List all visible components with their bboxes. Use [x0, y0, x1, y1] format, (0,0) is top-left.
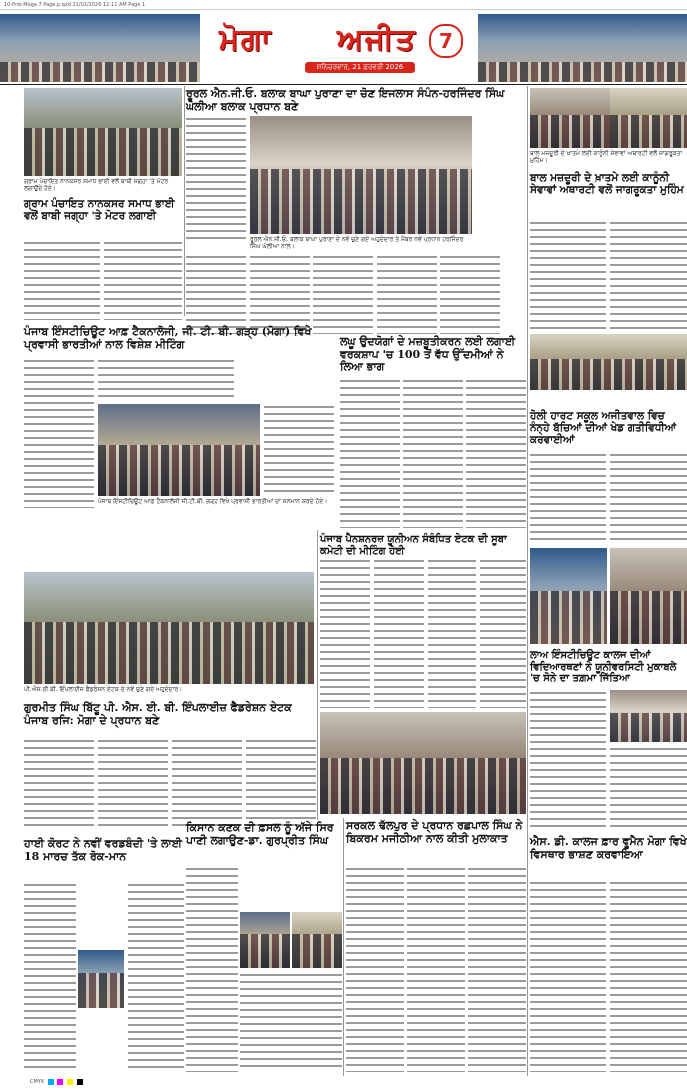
story6-photo-a: [530, 334, 687, 390]
story11-portrait-b: [292, 912, 342, 968]
story1-photo: [250, 116, 472, 234]
column-rule: [184, 86, 185, 316]
story4-body-col1: [24, 358, 94, 508]
story4-body-col2: [98, 358, 168, 402]
story9-headline: ਲਾਅ ਇੰਸਟੀਚਿਊਟ ਕਾਲਜ ਦੀਆਂ ਵਿਦਿਆਰਥਣਾਂ ਨੇ ਯੂਨੀਵਰਸਿਟੀ ਮੁਕਾਬਲੇ 'ਚ ਸੋਨੇ ਦਾ ਤਗ਼ਮਾ ਜਿੱਤਿਆ: [530, 650, 677, 684]
story12-body-col3: [468, 866, 526, 1072]
bottom-strip: [0, 1076, 687, 1089]
story10-portrait: [78, 950, 124, 1008]
story8-photo: [24, 572, 314, 684]
story1-body-col4: [313, 254, 373, 334]
story9-body-col2: [610, 746, 687, 830]
story1-body-col6: [440, 254, 500, 334]
story6-headline: ਹੋਲੀ ਹਾਰਟ ਸਕੂਲ ਅਜੀਤਵਾਲ ਵਿਚ ਨੰਨ੍ਹੇ ਬੱਚਿਆਂ ਦੀਆਂ ਖੇਡ ਗਤੀਵਿਧੀਆਂ ਕਰਵਾਈਆਂ: [530, 410, 677, 447]
story1-headline: ਰੂਰਲ ਐਨ.ਜੀ.ਓ. ਬਲਾਕ ਬਾਘਾ ਪੁਰਾਣਾ ਦਾ ਚੋਣ ਇਜਲਾਸ ਸੰਪੰਨ-ਹਰਜਿੰਦਰ ਸਿੰਘ ਘੋਲੀਆ ਬਲਾਕ ਪ੍ਰਧਾਨ ਬਣੇ: [186, 87, 505, 113]
story7-body-col3: [428, 558, 476, 708]
story8-body-col1: [24, 738, 94, 830]
print-info-strip: 10-Pnb-Moga 7 Page.p.qxd 21/02/2026 12:11 AM Page 1: [0, 0, 687, 10]
masthead-rule: [0, 84, 687, 85]
column-rule: [343, 818, 344, 1076]
story12-body-col2: [407, 866, 465, 1072]
story7-body-col4: [480, 558, 526, 708]
story7-headline: ਪੰਜਾਬ ਪੈਨਸ਼ਨਰਜ਼ ਯੂਨੀਅਨ ਸੰਬੰਧਿਤ ਏਟਕ ਦੀ ਸੂਬਾ ਕਮੇਟੀ ਦੀ ਮੀਟਿੰਗ ਹੋਈ: [320, 534, 507, 557]
header-photo-right: [478, 14, 687, 82]
story10-body-col1: [24, 882, 76, 1072]
story11-headline: ਕਿਸਾਨ ਕਣਕ ਦੀ ਫ਼ਸਲ ਨੂੰ ਅੱਜੇ ਸਿਰ ਪਾਣੀ ਲਗਾਉਣ-ਡਾ. ਗੁਰਪ੍ਰੀਤ ਸਿੰਘ: [186, 821, 334, 847]
story2-headline: ਗ੍ਰਾਮ ਪੰਚਾਇਤ ਨਾਨਕਸਰ ਸਮਾਧ ਭਾਈ ਵਲੋਂ ਬਾਬੀ ਜਗ੍ਹਾ 'ਤੇ ਮੋਟਰ ਲਗਾਈ: [24, 198, 175, 223]
story5-body-col1: [340, 378, 400, 528]
story4-photo: [98, 404, 260, 496]
story8-body-col2: [98, 738, 168, 830]
story3-body-col1: [530, 220, 606, 330]
story6-body-col1: [530, 452, 606, 542]
story6-photo-c: [610, 548, 687, 644]
story3-caption: ਬਾਲ ਮਜ਼ਦੂਰੀ ਦੇ ਖ਼ਾਤਮੇ ਲਈ ਕਾਨੂੰਨੀ ਸੇਵਾਵਾਂ ਅਥਾਰਟੀ ਵਲੋਂ ਜਾਗਰੂਕਤਾ ਮੁਹਿੰਮ।: [530, 150, 683, 165]
bottom-strip-label: CMYK: [30, 1079, 45, 1085]
story6-photo-b: [530, 548, 607, 644]
header-photo-left: [0, 14, 200, 82]
story8-body-col3: [172, 738, 242, 830]
story4-body-col4: [264, 404, 334, 496]
column-rule: [527, 86, 528, 1076]
cyan-swatch: [48, 1079, 54, 1085]
story8-body-col4: [246, 738, 316, 830]
yellow-swatch: [67, 1079, 73, 1085]
story13-body-col1: [530, 880, 606, 1072]
story5-body-col2: [403, 378, 463, 528]
masthead-title-right: ਅਜੀਤ: [337, 22, 417, 57]
story10-body-col2: [128, 882, 184, 1072]
story3-body-col2: [610, 220, 687, 330]
masthead: [205, 16, 465, 80]
column-rule: [317, 530, 318, 820]
magenta-swatch: [57, 1079, 63, 1085]
story7-body-col2: [374, 558, 424, 708]
story2-body-col1: [24, 240, 100, 320]
story8-headline: ਗੁਰਮੀਤ ਸਿੰਘ ਬਿੱਟੂ ਪੀ. ਐਸ. ਈ. ਬੀ. ਇੰਪਲਾਈਜ਼ ਫੈਡਰੇਸ਼ਨ ਏਟਕ ਪੰਜਾਬ ਰਜਿ: ਮੋਗਾ ਦੇ ਪ੍ਰਧਾਨ ਬਣੇ: [24, 701, 292, 727]
story13-body-col2: [610, 880, 687, 1072]
story7-body-col1: [320, 558, 370, 708]
story4-caption: ਪੰਜਾਬ ਇੰਸਟੀਚਿਊਟ ਆਫ਼ ਟੈਕਨਾਲੋਜੀ ਜੀ.ਟੀ.ਬੀ. ਗੜ੍ਹ ਵਿਖੇ ਪ੍ਰਵਾਸੀ ਭਾਰਤੀਆਂ ਦਾ ਸਨਮਾਨ ਕਰਦੇ ਹੋਏ।: [98, 498, 328, 505]
story6-body-col2: [610, 452, 687, 542]
story5-headline: ਲਘੂ ਉਦਯੋਗਾਂ ਦੇ ਮਜ਼ਬੂਤੀਕਰਨ ਲਈ ਲਗਾਈ ਵਰਕਸ਼ਾਪ 'ਚ 100 ਤੋਂ ਵੱਧ ਉੱਦਮੀਆਂ ਨੇ ਲਿਆ ਭਾਗ: [340, 335, 516, 374]
story3-photo-b: [610, 88, 687, 148]
story11-portrait-a: [240, 912, 290, 968]
story10-headline: ਹਾਈ ਕੋਰਟ ਨੇ ਨਵੀਂ ਵਰਡਬੰਦੀ 'ਤੇ ਲਾਈ 18 ਮਾਰਚ ਤੱਕ ਰੋਕ-ਮਾਨ: [24, 837, 182, 863]
masthead-date: ਸ਼ਨਿਚਰਵਾਰ, 21 ਫ਼ਰਵਰੀ 2026: [305, 62, 415, 73]
story12-body-col1: [346, 866, 404, 1072]
story12-photo: [320, 712, 526, 814]
story13-headline: ਐਸ. ਡੀ. ਕਾਲਜ ਫ਼ਾਰ ਵੂਮੈਨ ਮੋਗਾ ਵਿਖੇ ਵਿਸਥਾਰ ਭਾਸ਼ਣ ਕਰਵਾਇਆ: [530, 835, 687, 861]
story8-caption: ਪੀ.ਐਸ.ਈ.ਬੀ. ਇੰਪਲਾਈਜ਼ ਫੈਡਰੇਸ਼ਨ ਏਟਕ ਦੇ ਨਵੇਂ ਚੁਣੇ ਗਏ ਅਹੁਦੇਦਾਰ।: [24, 686, 183, 693]
story2-photo: [24, 88, 182, 176]
story1-body-col1b: [186, 214, 246, 244]
story1-body-col2: [186, 254, 246, 334]
story11-body-col2: [240, 972, 342, 1072]
story11-body-col1: [186, 866, 238, 1072]
story1-body-col5: [377, 254, 437, 334]
story5-body-col3: [466, 378, 526, 528]
story1-body-col1: [186, 116, 246, 212]
page-number: 7: [429, 24, 463, 58]
story12-headline: ਸਰਕਲ ਢੱਲਪੁਰ ਦੇ ਪ੍ਰਧਾਨ ਰਛਪਾਲ ਸਿੰਘ ਨੇ ਬਿਕਰਮ ਮਜੀਠੀਆ ਨਾਲ ਕੀਤੀ ਮੁਲਾਕਾਤ: [346, 819, 523, 845]
story4-headline: ਪੰਜਾਬ ਇੰਸਟੀਚਿਊਟ ਆਫ਼ ਟੈਕਨਾਲੋਜੀ, ਜੀ. ਟੀ. ਬੀ. ਗੜ੍ਹ (ਮੋਗਾ) ਵਿਖੇ ਪ੍ਰਵਾਸੀ ਭਾਰਤੀਆਂ ਨਾਲ ਵਿਸ਼ੇਸ਼ ਮੀਟਿੰਗ: [24, 325, 312, 351]
story2-caption: ਗ੍ਰਾਮ ਪੰਚਾਇਤ ਨਾਨਕਸਰ ਸਮਾਧ ਭਾਈ ਵਲੋਂ ਬਾਬੀ ਜਗ੍ਹਾ 'ਤੇ ਮੋਟਰ ਲਗਾਉਂਦੇ ਹੋਏ।: [24, 178, 169, 193]
story9-body-col1: [530, 690, 606, 830]
masthead-title-left: ਮੋਗਾ: [219, 22, 273, 57]
black-swatch: [77, 1079, 83, 1085]
story2-body-col2: [104, 240, 182, 320]
story1-caption: ਰੂਰਲ ਐਨ.ਜੀ.ਓ. ਬਲਾਕ ਬਾਘਾ ਪੁਰਾਣਾ ਦੇ ਨਵੇਂ ਚੁਣੇ ਗਏ ਅਹੁਦੇਦਾਰ ਤੇ ਮੈਂਬਰ ਨਵੇਂ ਪ੍ਰਧਾਨ ਹਰਜਿੰਦਰ ਸਿੰਘ ਘੋਲੀਆ ਨਾਲ।: [250, 236, 464, 251]
story1-body-col3: [250, 254, 310, 334]
story4-body-col3: [164, 358, 234, 402]
story9-photo: [610, 690, 687, 742]
story3-headline: ਬਾਲ ਮਜ਼ਦੂਰੀ ਦੇ ਖ਼ਾਤਮੇ ਲਈ ਕਾਨੂੰਨੀ ਸੇਵਾਵਾਂ ਅਥਾਰਟੀ ਵਲੋਂ ਜਾਗਰੂਕਤਾ ਮੁਹਿੰਮ: [530, 172, 684, 197]
